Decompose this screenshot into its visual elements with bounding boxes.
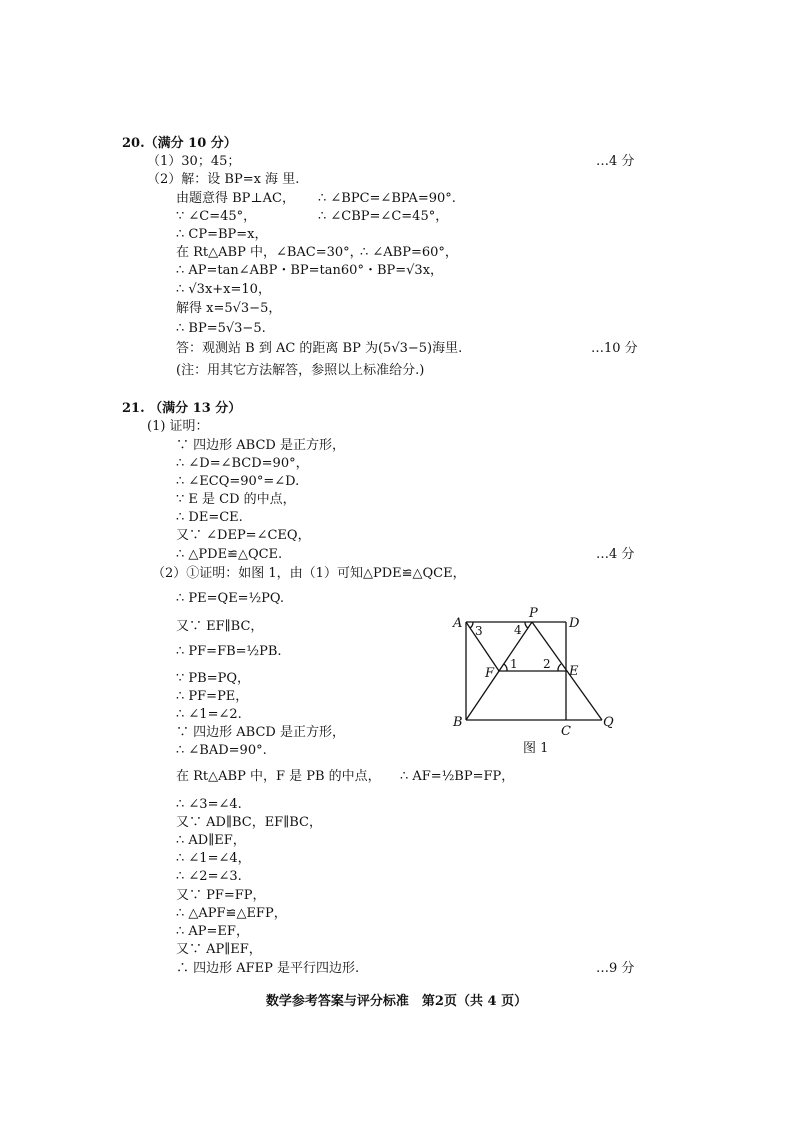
q21-b2: 又∵ EF∥BC， xyxy=(176,619,264,634)
q20-line2: ∵ ∠C=45°， xyxy=(176,209,257,224)
q21-c6: 又∵ PF=FP， xyxy=(176,888,266,903)
q20-line1b: ∴ ∠BPC=∠BPA=90°. xyxy=(318,191,456,206)
q20-note: (注：用其它方法解答，参照以上标准给分.) xyxy=(176,363,425,378)
label-C: C xyxy=(561,724,571,739)
figure-caption: 图 1 xyxy=(523,741,549,755)
q21-c10: ∴ 四边形 AFEP 是平行四边形. xyxy=(176,961,360,976)
q21-c1: ∴ ∠3=∠4. xyxy=(176,797,242,812)
q21-c8: ∴ AP=EF， xyxy=(176,924,249,939)
q20-line5: ∴ AP=tan∠ABP・BP=tan60°・BP=√3x， xyxy=(176,263,444,278)
q21-b9: 在 Rt△ABP 中，F 是 PB 的中点， xyxy=(176,769,381,784)
q20-line1: 由题意得 BP⊥AC， xyxy=(176,191,295,206)
angle-label-1: 1 xyxy=(510,657,518,671)
q21-c3: ∴ AD∥EF， xyxy=(176,833,246,848)
q20-line6: ∴ √3x+x=10， xyxy=(176,282,271,297)
q21-b4: ∵ PB=PQ， xyxy=(176,671,251,686)
q20-header: 20.（满分 10 分） xyxy=(122,136,237,151)
angle-label-3: 3 xyxy=(475,624,483,638)
label-D: D xyxy=(569,616,580,631)
q20-line4: 在 Rt△ABP 中，∠BAC=30°， xyxy=(176,245,363,260)
label-Q: Q xyxy=(603,715,614,730)
label-F: F xyxy=(485,666,495,681)
q20-line4b: ∴ ∠ABP=60°， xyxy=(360,245,458,260)
q21-a6: 又∵ ∠DEP=∠CEQ， xyxy=(176,528,311,543)
q20-part1-score: …4 分 xyxy=(596,154,635,169)
angle-4-arc xyxy=(525,622,528,628)
q21-a5: ∴ DE=CE. xyxy=(176,510,243,525)
q21-a1: ∵ 四边形 ABCD 是正方形， xyxy=(176,438,345,453)
q21-b3: ∴ PF=FB=½PB. xyxy=(176,644,282,659)
q20-line2b: ∴ ∠CBP=∠C=45°， xyxy=(318,209,449,224)
q21-c2: 又∵ AD∥BC，EF∥BC， xyxy=(176,815,322,830)
q21-a7-score: …4 分 xyxy=(596,547,635,562)
q21-b9b: ∴ AF=½BP=FP， xyxy=(400,769,515,784)
angle-label-2: 2 xyxy=(543,657,551,671)
q20-line8: ∴ BP=5√3−5. xyxy=(176,321,266,336)
q21-header: 21. （满分 13 分） xyxy=(122,401,242,416)
q21-a3: ∴ ∠ECQ=90°=∠D. xyxy=(176,474,300,489)
q20-answer-score: …10 分 xyxy=(591,341,638,356)
q21-c4: ∴ ∠1=∠4， xyxy=(176,851,251,866)
q21-c10-score: …9 分 xyxy=(596,961,635,976)
q21-b6: ∴ ∠1=∠2. xyxy=(176,707,242,722)
angle-label-4: 4 xyxy=(514,623,522,637)
q20-line3: ∴ CP=BP=x， xyxy=(176,227,268,242)
q20-line7: 解得 x=5√3−5， xyxy=(176,301,282,316)
angle-2-arc xyxy=(558,664,561,671)
q21-part2-intro: （2）①证明：如图 1，由（1）可知△PDE≌△QCE， xyxy=(152,566,466,581)
q21-b7: ∵ 四边形 ABCD 是正方形， xyxy=(176,725,345,740)
q21-c9: 又∵ AP∥EF， xyxy=(176,942,262,957)
q20-part1: （1）30；45； xyxy=(147,154,241,169)
q21-a7: ∴ △PDE≌△QCE. xyxy=(176,547,283,562)
q21-a2: ∴ ∠D=∠BCD=90°， xyxy=(176,456,309,471)
label-B: B xyxy=(453,715,463,730)
geometry-figure xyxy=(445,605,625,755)
q20-answer: 答：观测站 B 到 AC 的距离 BP 为(5√3−5)海里. xyxy=(176,341,463,356)
angle-3-arc xyxy=(470,622,473,628)
label-A: A xyxy=(453,616,463,631)
q21-part1: (1) 证明： xyxy=(147,419,209,434)
q20-part2-intro: （2）解：设 BP=x 海 里. xyxy=(147,172,300,187)
q21-b8: ∴ ∠BAD=90°. xyxy=(176,743,267,758)
q21-c5: ∴ ∠2=∠3. xyxy=(176,869,242,884)
q21-b5: ∴ PF=PE， xyxy=(176,689,249,704)
label-E: E xyxy=(569,664,579,679)
label-P: P xyxy=(529,606,538,621)
q21-a4: ∵ E 是 CD 的中点， xyxy=(176,492,296,507)
q21-c7: ∴ △APF≌△EFP， xyxy=(176,906,287,921)
page-footer: 数学参考答案与评分标准 第2页（共 4 页） xyxy=(265,994,528,1009)
angle-1-arc xyxy=(504,664,507,671)
q21-b1: ∴ PE=QE=½PQ. xyxy=(176,591,285,606)
